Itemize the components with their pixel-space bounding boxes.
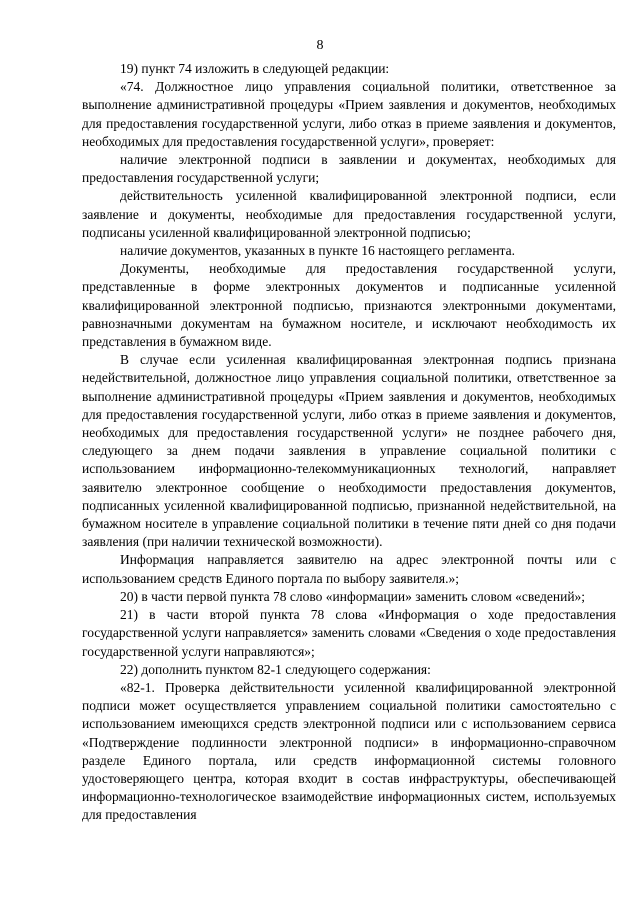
paragraph-item-22: 22) дополнить пунктом 82-1 следующего содержания: (120, 661, 431, 677)
paragraph-point-74-intro: «74. Должностное лицо управления социальной политики, ответственное за выполнение административной процедуры «Прием заявления и документов, необходимых для предоставления государственной услуги, либо отказ в приеме заявления и документов, необходимых для предоставления государственной услуги», проверяет: (82, 79, 616, 149)
page-number: 8 (316, 38, 324, 53)
paragraph-check-signature-presence: наличие электронной подписи в заявлении и документах, необходимых для предоставления государственной услуги; (82, 152, 616, 186)
paragraph-invalid-signature: В случае если усиленная квалифицированная электронная подпись признана недействительной, должностное лицо управления социальной политики, ответственное за выполнение административной процедуры «Прием заявления и документов, необходимых для предоставления государственной услуги, либо отказ в приеме заявления и документов, необходимых для предоставления государственной услуги» не позднее рабочего дня, следующего за днем подачи заявления в управление социальной политики с использованием информационно-телекоммуникационных технологий, направляет заявителю электронное сообщение о необходимости предоставления документов, подписанных усиленной квалифицированной подписью, признанной недействительной, на бумажном носителе в управление социальной политики в течение пяти дней со дня подачи заявления (при наличии технической возможности). (82, 352, 616, 550)
paragraph-point-82-1: «82-1. Проверка действительности усиленной квалифицированной электронной подписи может осуществляется управлением социальной политики самостоятельно с использованием имеющихся средств электронной подписи или с использованием сервиса «Подтверждение подлинности электронной подписи» в информационно-справочном разделе Единого портала, или средств информационной системы головного удостоверяющего центра, которая входит в состав инфраструктуры, обеспечивающей информационно-технологическое взаимодействие информационных систем, используемых для предоставления (82, 679, 616, 823)
paragraph-item-20: 20) в части первой пункта 78 слово «информации» заменить словом «сведений»; (120, 588, 586, 604)
paragraph-notification: Информация направляется заявителю на адрес электронной почты или с использованием средств Единого портала по выбору заявителя.»; (82, 552, 616, 586)
document-body (82, 60, 616, 825)
paragraph-electronic-documents: Документы, необходимые для предоставления государственной услуги, представленные в форме электронных документов и подписанные усиленной квалифицированной электронной подписью, признаются электронными документами, равнозначными документам на бумажном носителе, и исключают необходимость их представления в бумажном виде. (82, 261, 616, 350)
paragraph-check-documents: наличие документов, указанных в пункте 16 настоящего регламента. (120, 243, 515, 259)
paragraph-check-signature-validity: действительность усиленной квалифицированной электронной подписи, если заявление и документы, необходимые для предоставления государственной услуги, подписаны усиленной квалифицированной электронной подписью; (82, 188, 616, 240)
paragraph-item-21: 21) в части второй пункта 78 слова «Информация о ходе предоставления государственной услуги направляется» заменить словами «Сведения о ходе предоставления государственной услуги направляются»; (82, 607, 616, 659)
paragraph-item-19: 19) пункт 74 изложить в следующей редакции: (120, 61, 390, 76)
